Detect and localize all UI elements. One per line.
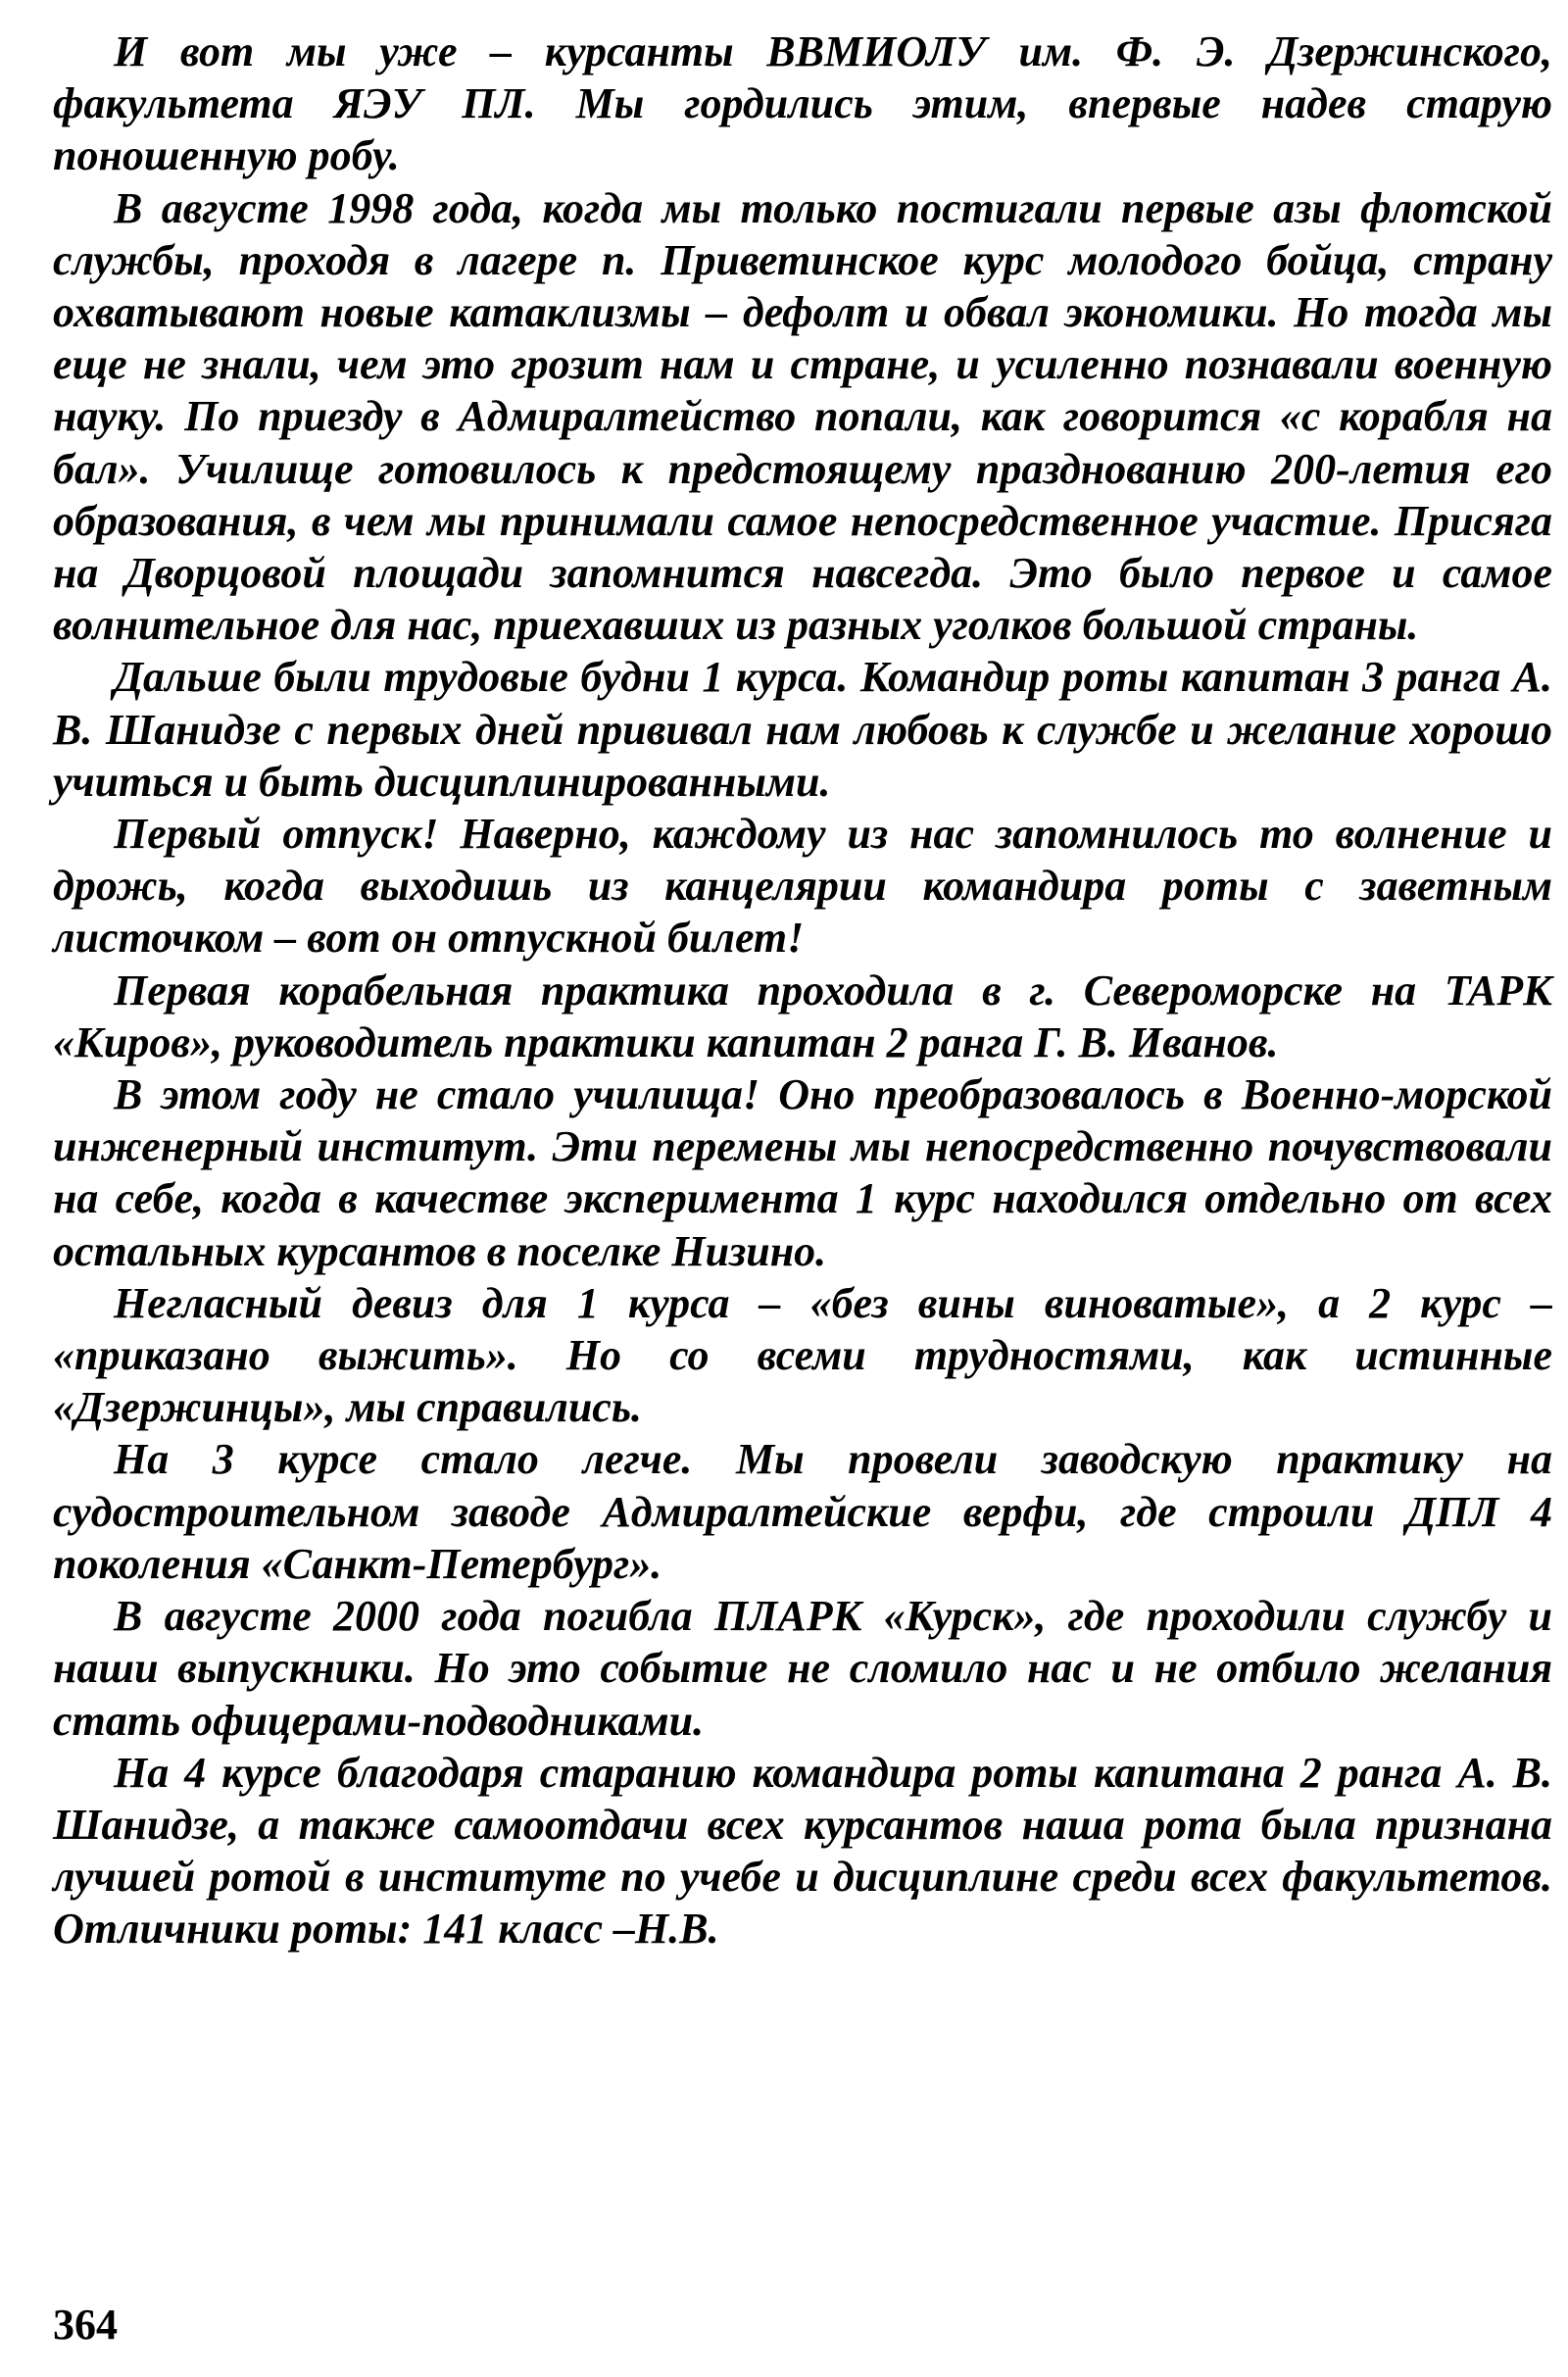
paragraph: И вот мы уже – курсанты ВВМИОЛУ им. Ф. Э. Дзержинского, факультета ЯЭУ ПЛ. Мы гордились этим, впервые надев старую поношенную робу. [53, 27, 1552, 180]
paragraph: На 3 курсе стало легче. Мы провели заводскую практику на судостроительном заводе Адмиралтейские верфи, где строили ДПЛ 4 поколения «Санкт-Петербург». [53, 1435, 1552, 1588]
paragraph: Первая корабельная практика проходила в г. Североморске на ТАРК «Киров», руководитель практики капитан 2 ранга Г. В. Иванов. [53, 966, 1552, 1066]
page-number: 364 [53, 2301, 118, 2349]
paragraph: Негласный девиз для 1 курса – «без вины виноватые», а 2 курс – «приказано выжить». Но со всеми трудностями, как истинные «Дзержинцы», мы справились. [53, 1278, 1552, 1432]
paragraph: На 4 курсе благодаря старанию командира роты капитана 2 ранга А. В. Шанидзе, а также самоотдачи всех курсантов наша рота была признана лучшей ротой в институте по учебе и дисциплине среди всех факультетов. Отличники роты: 141 класс –Н.В. [53, 1748, 1552, 1954]
paragraph: Дальше были трудовые будни 1 курса. Командир роты капитан 3 ранга А. В. Шанидзе с первых дней прививал нам любовь к службе и желание хорошо учиться и быть дисциплинированными. [53, 653, 1552, 806]
paragraph: В этом году не стало училища! Оно преобразовалось в Военно-морской инженерный институт. Эти перемены мы непосредственно почувствовали на себе, когда в качестве эксперимента 1 курс находился отдельно от всех остальных курсантов в поселке Низино. [53, 1070, 1552, 1275]
page-body [53, 25, 1552, 1956]
paragraph: Первый отпуск! Наверно, каждому из нас запомнилось то волнение и дрожь, когда выходишь из канцелярии командира роты с заветным листочком – вот он отпускной билет! [53, 810, 1552, 963]
paragraph: В августе 1998 года, когда мы только постигали первые азы флотской службы, проходя в лагере п. Приветинское курс молодого бойца, страну охватывают новые катаклизмы – дефолт и обвал экономики. Но тогда мы еще не знали, чем это грозит нам и стране, и усиленно познавали военную науку. По приезду в Адмиралтейство попали, как говорится «с корабля на бал». Училище готовилось к предстоящему празднованию 200-летия его образования, в чем мы принимали самое непосредственное участие. Присяга на Дворцовой площади запомнится навсегда. Это было первое и самое волнительное для нас, приехавших из разных уголков большой страны. [53, 183, 1552, 650]
paragraph: В августе 2000 года погибла ПЛАРК «Курск», где проходили службу и наши выпускники. Но это событие не сломило нас и не отбило желания стать офицерами-подводниками. [53, 1592, 1552, 1745]
